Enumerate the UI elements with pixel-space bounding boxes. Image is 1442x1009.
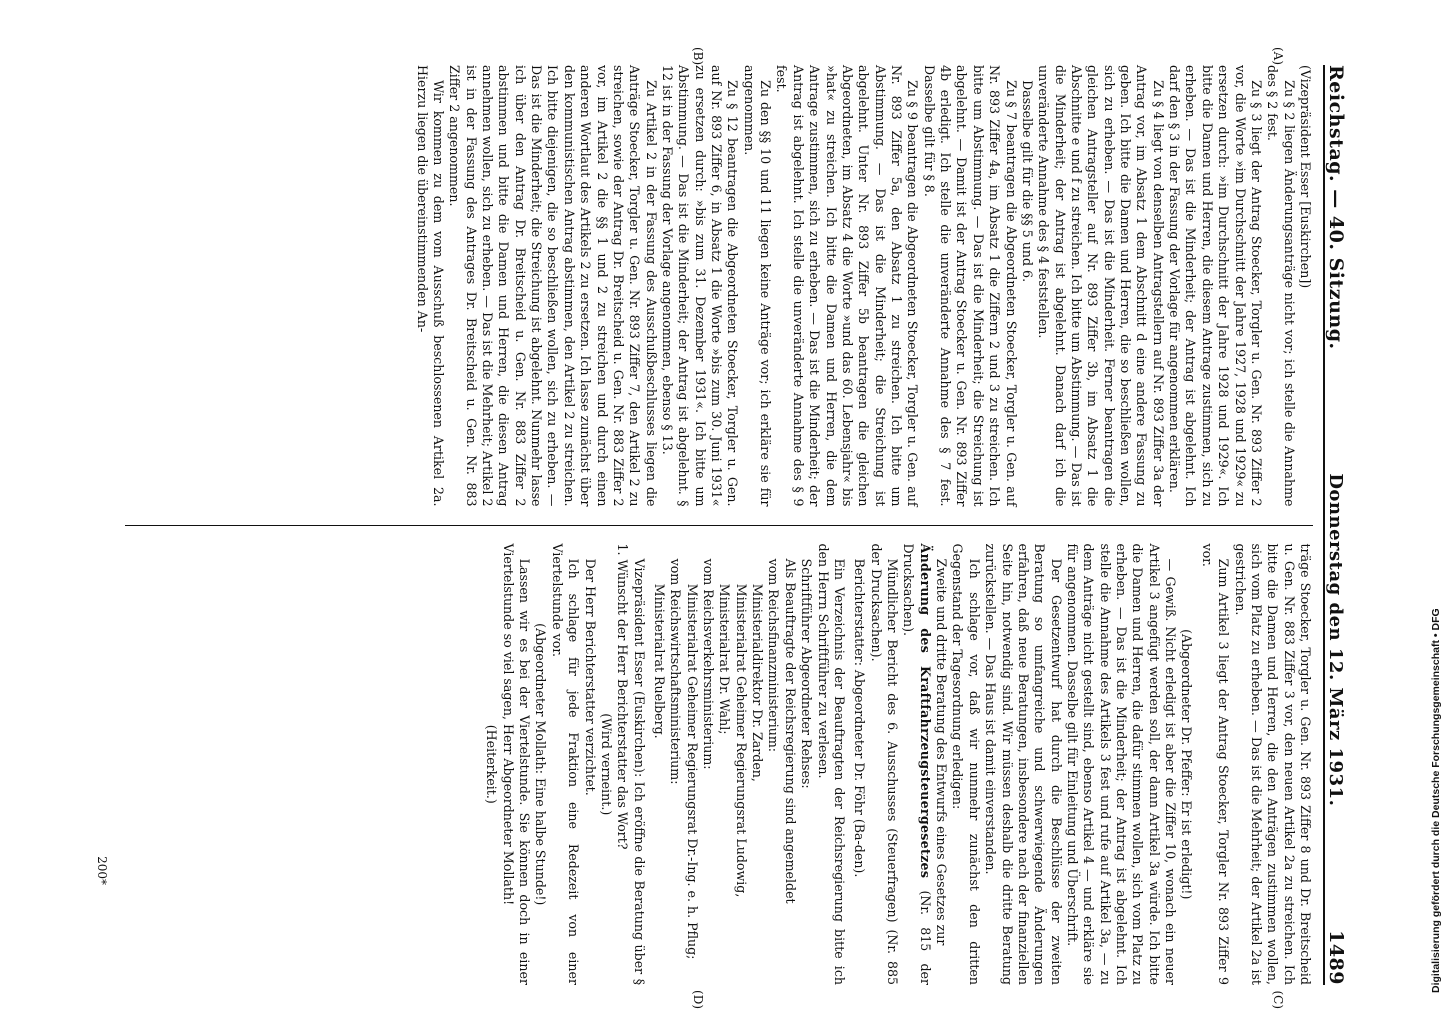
paragraph: Als Beauftragte der Reichsregierung sind angemeldet bbox=[782, 558, 798, 904]
paragraph: Zu den §§ 10 und 11 liegen keine Anträge vor; ich erkläre sie für angenommen. bbox=[741, 65, 774, 507]
dfg-credit-text: Digitalisierung gefördert durch die Deutsche Forschungsgemeinschaft • DFG bbox=[1430, 608, 1442, 993]
list-item: vom Reichsfinanzministerium: bbox=[766, 558, 782, 753]
list-item: Ministerialrat Ruelberg. bbox=[651, 583, 667, 739]
paragraph: Der Gesetzentwurf hat durch die Beschlüsse der zweiten Beratung so umfangreiche und schwerwiegende Änderungen erfahren, daß neue Beratungen, insbesondere nach der finanziellen Seite hin, notwendig sind. Wir müssen deshalb die dritte Beratung zurückstellen. — Das Haus ist damit einverstanden. bbox=[983, 543, 1064, 985]
margin-mark-a: (A) bbox=[1271, 47, 1285, 66]
margin-mark-b: (B) bbox=[691, 47, 705, 66]
list-item: Ministerialdirektor Dr. Zarden, bbox=[750, 583, 766, 782]
paragraph: Zu § 2 liegen Änderungsanträge nicht vor; ich stelle die Annahme des § 2 fest. bbox=[1265, 65, 1297, 507]
paragraph: — Gewiß. Nicht erledigt ist aber die Ziffer 10, wonach ein neuer Artikel 3 angefügt werden soll, der dann Artikel 3a würde. Ich bitte die Damen und Herren, die dafür stimmen wollen, sich vom Platz zu erheben. — Das ist die Minderheit; der Antrag ist abgelehnt. Ich stelle die Annahme des Artikels 3 fest und rufe auf Artikel 3a, — zu dem Anträge nicht gestellt sind, ebenso Artikel 4 — und erkläre sie für angenommen. Dasselbe gilt für Einleitung und Überschrift. bbox=[1064, 543, 1179, 985]
rotated-page bbox=[65, 45, 1365, 1009]
interjection: (Heiterkeit.) bbox=[484, 724, 500, 804]
page-number: 1489 bbox=[1325, 930, 1347, 985]
list-item: vom Reichswirtschaftsministerium: bbox=[668, 558, 684, 785]
speaker-line: Schriftführer Abgeordneter Rehses: bbox=[799, 558, 815, 789]
paragraph: Wir kommen zu dem vom Ausschuß beschlossenen Artikel 2a. Hierzu liegen die übereinstimmenden An- bbox=[414, 65, 446, 507]
header-date: Donnerstag den 12. März 1931. bbox=[1325, 473, 1346, 807]
paragraph: Zu § 4 liegt von denselben Antragstellern auf Nr. 893 Ziffer 3a der Antrag vor, im Absatz 1 dem Abschnitt d eine andere Fassung zu geben. Ich bitte die Damen und Herren, die so beschließen wollen, sich zu erheben. — Das ist die Minderheit. Ferner beantragen die gleichen Antragsteller auf Nr. 893 Ziffer 3b, im Absatz 1 die Abschnitte e und f zu streichen. Ich bitte um Abstimmung. — Das ist die Minderheit; der Antrag ist abgelehnt. Danach darf ich die unveränderte Annahme des § 4 feststellen. bbox=[1036, 65, 1166, 507]
paragraph: Lassen wir es bei der Viertelstunde. Sie können doch in einer Viertelstunde so viel sagen, Herr Abgeordneter Mollath! bbox=[500, 543, 533, 985]
list-item: Ministerialrat Geheimer Regierungsrat Ludowig, bbox=[733, 583, 749, 898]
paragraph: Der Herr Berichterstatter verzichtet. bbox=[582, 558, 598, 796]
list-item: vom Reichsverkehrsministerium: bbox=[701, 558, 717, 770]
header-left: Reichstag. — 40. Sitzung. bbox=[1325, 65, 1347, 350]
margin-mark-c: (C) bbox=[1271, 990, 1285, 1009]
paragraph: Ich schlage für jede Fraktion eine Redezeit von einer Viertelstunde vor. bbox=[549, 543, 582, 985]
paragraph: Zu § 3 liegt der Antrag Stoecker, Torgler u. Gen. Nr. 893 Ziffer 2 vor, die Worte »im Durchschnitt der Jahre 1927, 1928 und 1929« zu ersetzen durch: »im Durchschnitt der Jahre 1928 und 1929«. Ich bitte die Damen und Herren, die diesem Antrage zustimmen, sich zu erheben. — Das ist die Minderheit; der Antrag ist abgelehnt. Ich darf den § 3 in der Fassung der Vorlage für angenommen erklären. bbox=[1167, 65, 1264, 507]
list-item: Ministerialrat Dr. Wahl; bbox=[717, 583, 733, 735]
paragraph: Zum Artikel 3 liegt der Antrag Stoecker, Torgler Nr. 893 Ziffer 9 vor. bbox=[1199, 543, 1232, 985]
paragraph: Ich schlage vor, daß wir nunmehr zunächst den dritten Gegenstand der Tagesordnung erledigen: bbox=[950, 543, 982, 985]
paragraph: Mündlicher Bericht des 6. Ausschusses (Steuerfragen) (Nr. 885 der Drucksachen). bbox=[868, 543, 901, 985]
paragraph: Berichterstatter: Abgeordneter Dr. Föhr (Ba-den). bbox=[852, 558, 868, 878]
column-divider bbox=[125, 525, 1313, 526]
list-item: Ministerialrat Geheimer Regierungsrat Dr.-Ing. e. h. Pflug; bbox=[684, 583, 700, 960]
agenda-item: Zweite und dritte Beratung des Entwurfs eines Gesetzes zur bbox=[934, 558, 950, 946]
paragraph: Dasselbe gilt für die §§ 5 und 6. bbox=[1019, 80, 1035, 283]
paragraph: Zu Artikel 2 in der Fassung des Ausschußbeschlusses liegen die Anträge Stoecker, Torgler u. Gen. Nr. 893 Ziffer 7, den Artikel 2 zu streichen, sowie der Antrag Dr. Breitscheid u. Gen. Nr. 883 Ziffer 2 vor, im Artikel 2 die §§ 1 und 2 zu streichen und durch einen anderen Wortlaut des Artikels 2 zu ersetzen. Ich lasse zunächst über den kommunistischen Antrag abstimmen, den Artikel 2 zu streichen. Ich bitte diejenigen, die so beschließen wollen, sich zu erheben. — Das ist die Minderheit; die Streichung ist abgelehnt. Nunmehr lasse ich über den Antrag Dr. Breitscheid u. Gen. Nr. 883 Ziffer 2 abstimmen und bitte die Damen und Herren, die diesen Antrag annehmen wollen, sich zu erheben. — Das ist die Mehrheit; Artikel 2 ist in der Fassung des Antrages Dr. Breitscheid u. Gen. Nr. 883 Ziffer 2 angenommen. bbox=[447, 65, 659, 507]
paragraph: Vizepräsident Esser (Euskirchen): Ich eröffne die Beratung über § 1. Wünscht der Herr Berichterstatter das Wort? bbox=[615, 543, 647, 985]
column-left bbox=[125, 65, 1313, 507]
footer-mark: 200* bbox=[95, 856, 109, 885]
agenda-doc: (Nr. 815 der Drucksachen). bbox=[901, 543, 933, 985]
paragraph: Zu § 9 beantragen die Abgeordneten Stoecker, Torgler u. Gen. auf Nr. 893 Ziffer 5a, den Absatz 1 zu streichen. Ich bitte um Abstimmung. — Das ist die Minderheit; die Streichung ist abgelehnt. Unter Nr. 893 Ziffer 5b beantragen die gleichen Abgeordneten, im Absatz 4 die Worte »und das 60. Lebensjahr« bis »hat« zu streichen. Ich bitte die Damen und Herren, die dem Antrage zustimmen, sich zu erheben. — Das ist die Minderheit; der Antrag ist abgelehnt. Ich stelle die unveränderte Annahme des § 9 fest. bbox=[774, 65, 921, 507]
paragraph: Ein Verzeichnis der Beauftragten der Reichsregierung bitte ich den Herrn Schriftführer zu verlesen. bbox=[815, 543, 847, 985]
paragraph: Zu § 7 beantragen die Abgeordneten Stoecker, Torgler u. Gen. auf Nr. 893 Ziffer 4a, im Absatz 1 die Ziffern 2 und 3 zu streichen. Ich bitte um Abstimmung. — Das ist die Minderheit; die Streichung ist abgelehnt. — Damit ist der Antrag Stoecker u. Gen. Nr. 893 Ziffer 4b erledigt. Ich stelle die unveränderte Annahme des § 7 fest. Dasselbe gilt für § 8. bbox=[921, 65, 1019, 507]
agenda-title bbox=[900, 544, 933, 986]
dfg-credit bbox=[1418, 8, 1442, 993]
paragraph: träge Stoecker, Torgler u. Gen. Nr. 893 Ziffer 8 und Dr. Breitscheid u. Gen. Nr. 883 Ziffer 3 vor, den neuen Artikel 2a zu streichen. Ich bitte die Damen und Herren, die den Anträgen zustimmen wollen, sich vom Platz zu erheben. — Das ist die Mehrheit; der Artikel 2a ist gestrichen. bbox=[1232, 543, 1313, 985]
margin-mark-d: (D) bbox=[691, 990, 705, 1009]
paragraph: Zu § 12 beantragen die Abgeordneten Stoecker, Torgler u. Gen. auf Nr. 893 Ziffer 6, in Absatz 1 die Worte »bis zum 30. Juni 1931« zu ersetzen durch: »bis zum 31. Dezember 1931«. Ich bitte um Abstimmung. — Das ist die Minderheit; der Antrag ist abgelehnt. § 12 ist in der Fassung der Vorlage angenommen, ebenso § 13. bbox=[659, 65, 741, 507]
page-header bbox=[1323, 65, 1365, 985]
column-right bbox=[125, 544, 1313, 986]
agenda-title-text: Änderung des Kraftfahrzeugsteuergesetzes bbox=[917, 543, 933, 879]
paragraph: (Vizepräsident Esser [Euskirchen]) bbox=[1298, 65, 1313, 289]
interjection: (Abgeordneter Mollath: Eine halbe Stunde!) bbox=[533, 623, 549, 906]
interjection: (Abgeordneter Dr. Pfeffer: Er ist erledigt!) bbox=[1179, 629, 1195, 900]
interjection: (Wird verneint.) bbox=[598, 713, 614, 816]
text-columns bbox=[125, 65, 1313, 985]
